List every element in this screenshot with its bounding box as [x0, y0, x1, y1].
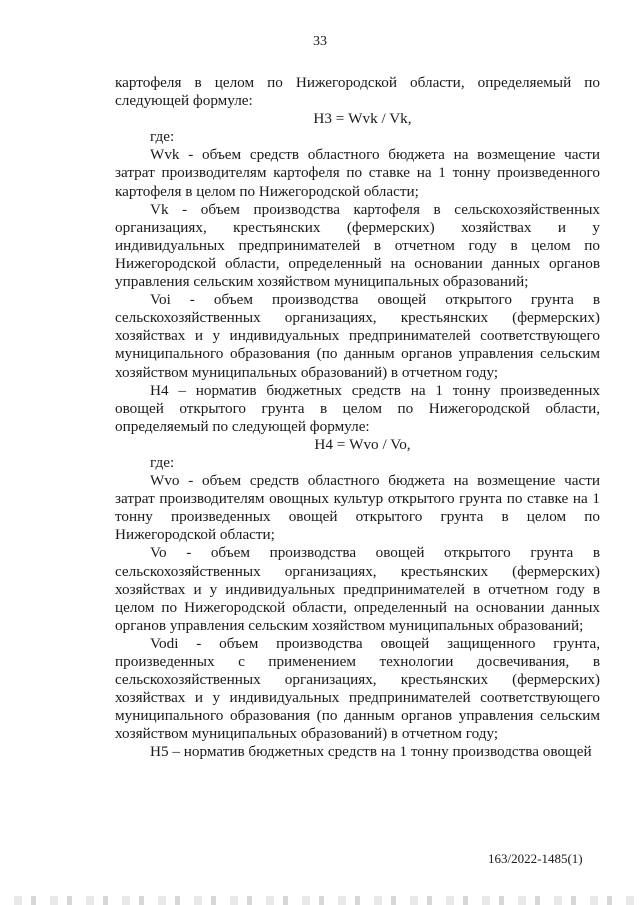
- definition-wvk: Wvk - объем средств областного бюджета на возмещение части затрат производителям картофеля по ставке на 1 тонну произведенного картофеля в целом по Нижегородской области;: [115, 146, 600, 200]
- where-label: где:: [150, 128, 175, 146]
- definition-h4: Н4 – норматив бюджетных средств на 1 тонну произведенных овощей открытого грунта в целом по Нижегородской области, определяемый по следующей формуле:: [115, 381, 600, 435]
- paragraph-continuation: картофеля в целом по Нижегородской области, определяемый по следующей формуле:: [115, 74, 600, 110]
- document-code: 163/2022-1485(1): [488, 851, 583, 866]
- definition-wvo: Wvo - объем средств областного бюджета на возмещение части затрат производителям овощных культур открытого грунта по ставке на 1 тонну произведенных овощей открытого грунта в целом по Нижегородской области;: [115, 472, 600, 544]
- definition-voi: Voi - объем производства овощей открытого грунта в сельскохозяйственных организациях, крестьянских (фермерских) хозяйствах и у индивидуальных предпринимателей соответствующего муниципального образования (по данным органов управления сельским хозяйством муниципальных образований) в отчетном году;: [115, 291, 600, 381]
- definition-vo: Vo - объем производства овощей открытого грунта в сельскохозяйственных организациях, крестьянских (фермерских) хозяйствах и у индивидуальных предпринимателей в отчетном году в целом по Нижегородской области, определенный на основании данных органов управления сельским хозяйством муниципальных образований;: [115, 544, 600, 634]
- definition-vk: Vk - объем производства картофеля в сельскохозяйственных организациях, крестьянских (фермерских) хозяйствах и у индивидуальных предпринимателей в отчетном году в целом по Нижегородской области, определенный на основании данных органов управления сельским хозяйством муниципальных образований;: [115, 200, 600, 291]
- formula-h3: Н3 = Wvk / Vk,: [313, 110, 412, 128]
- definition-vodi: Vodi - объем производства овощей защищенного грунта, произведенных с применением технологии досвечивания, в сельскохозяйственных организациях, крестьянских (фермерских) хозяйствах и у индивидуальных предпринимателей соответствующего муниципального образования (по данным органов управления сельским хозяйством муниципальных образований) в отчетном году;: [115, 634, 600, 743]
- document-body: [115, 74, 600, 762]
- definition-h5: Н5 – норматив бюджетных средств на 1 тонну производства овощей: [150, 743, 592, 761]
- formula-h4: Н4 = Wvo / Vo,: [314, 435, 411, 453]
- scan-artifact-strip: [0, 896, 640, 905]
- page-number: 33: [313, 34, 327, 49]
- where-label: где:: [150, 453, 175, 471]
